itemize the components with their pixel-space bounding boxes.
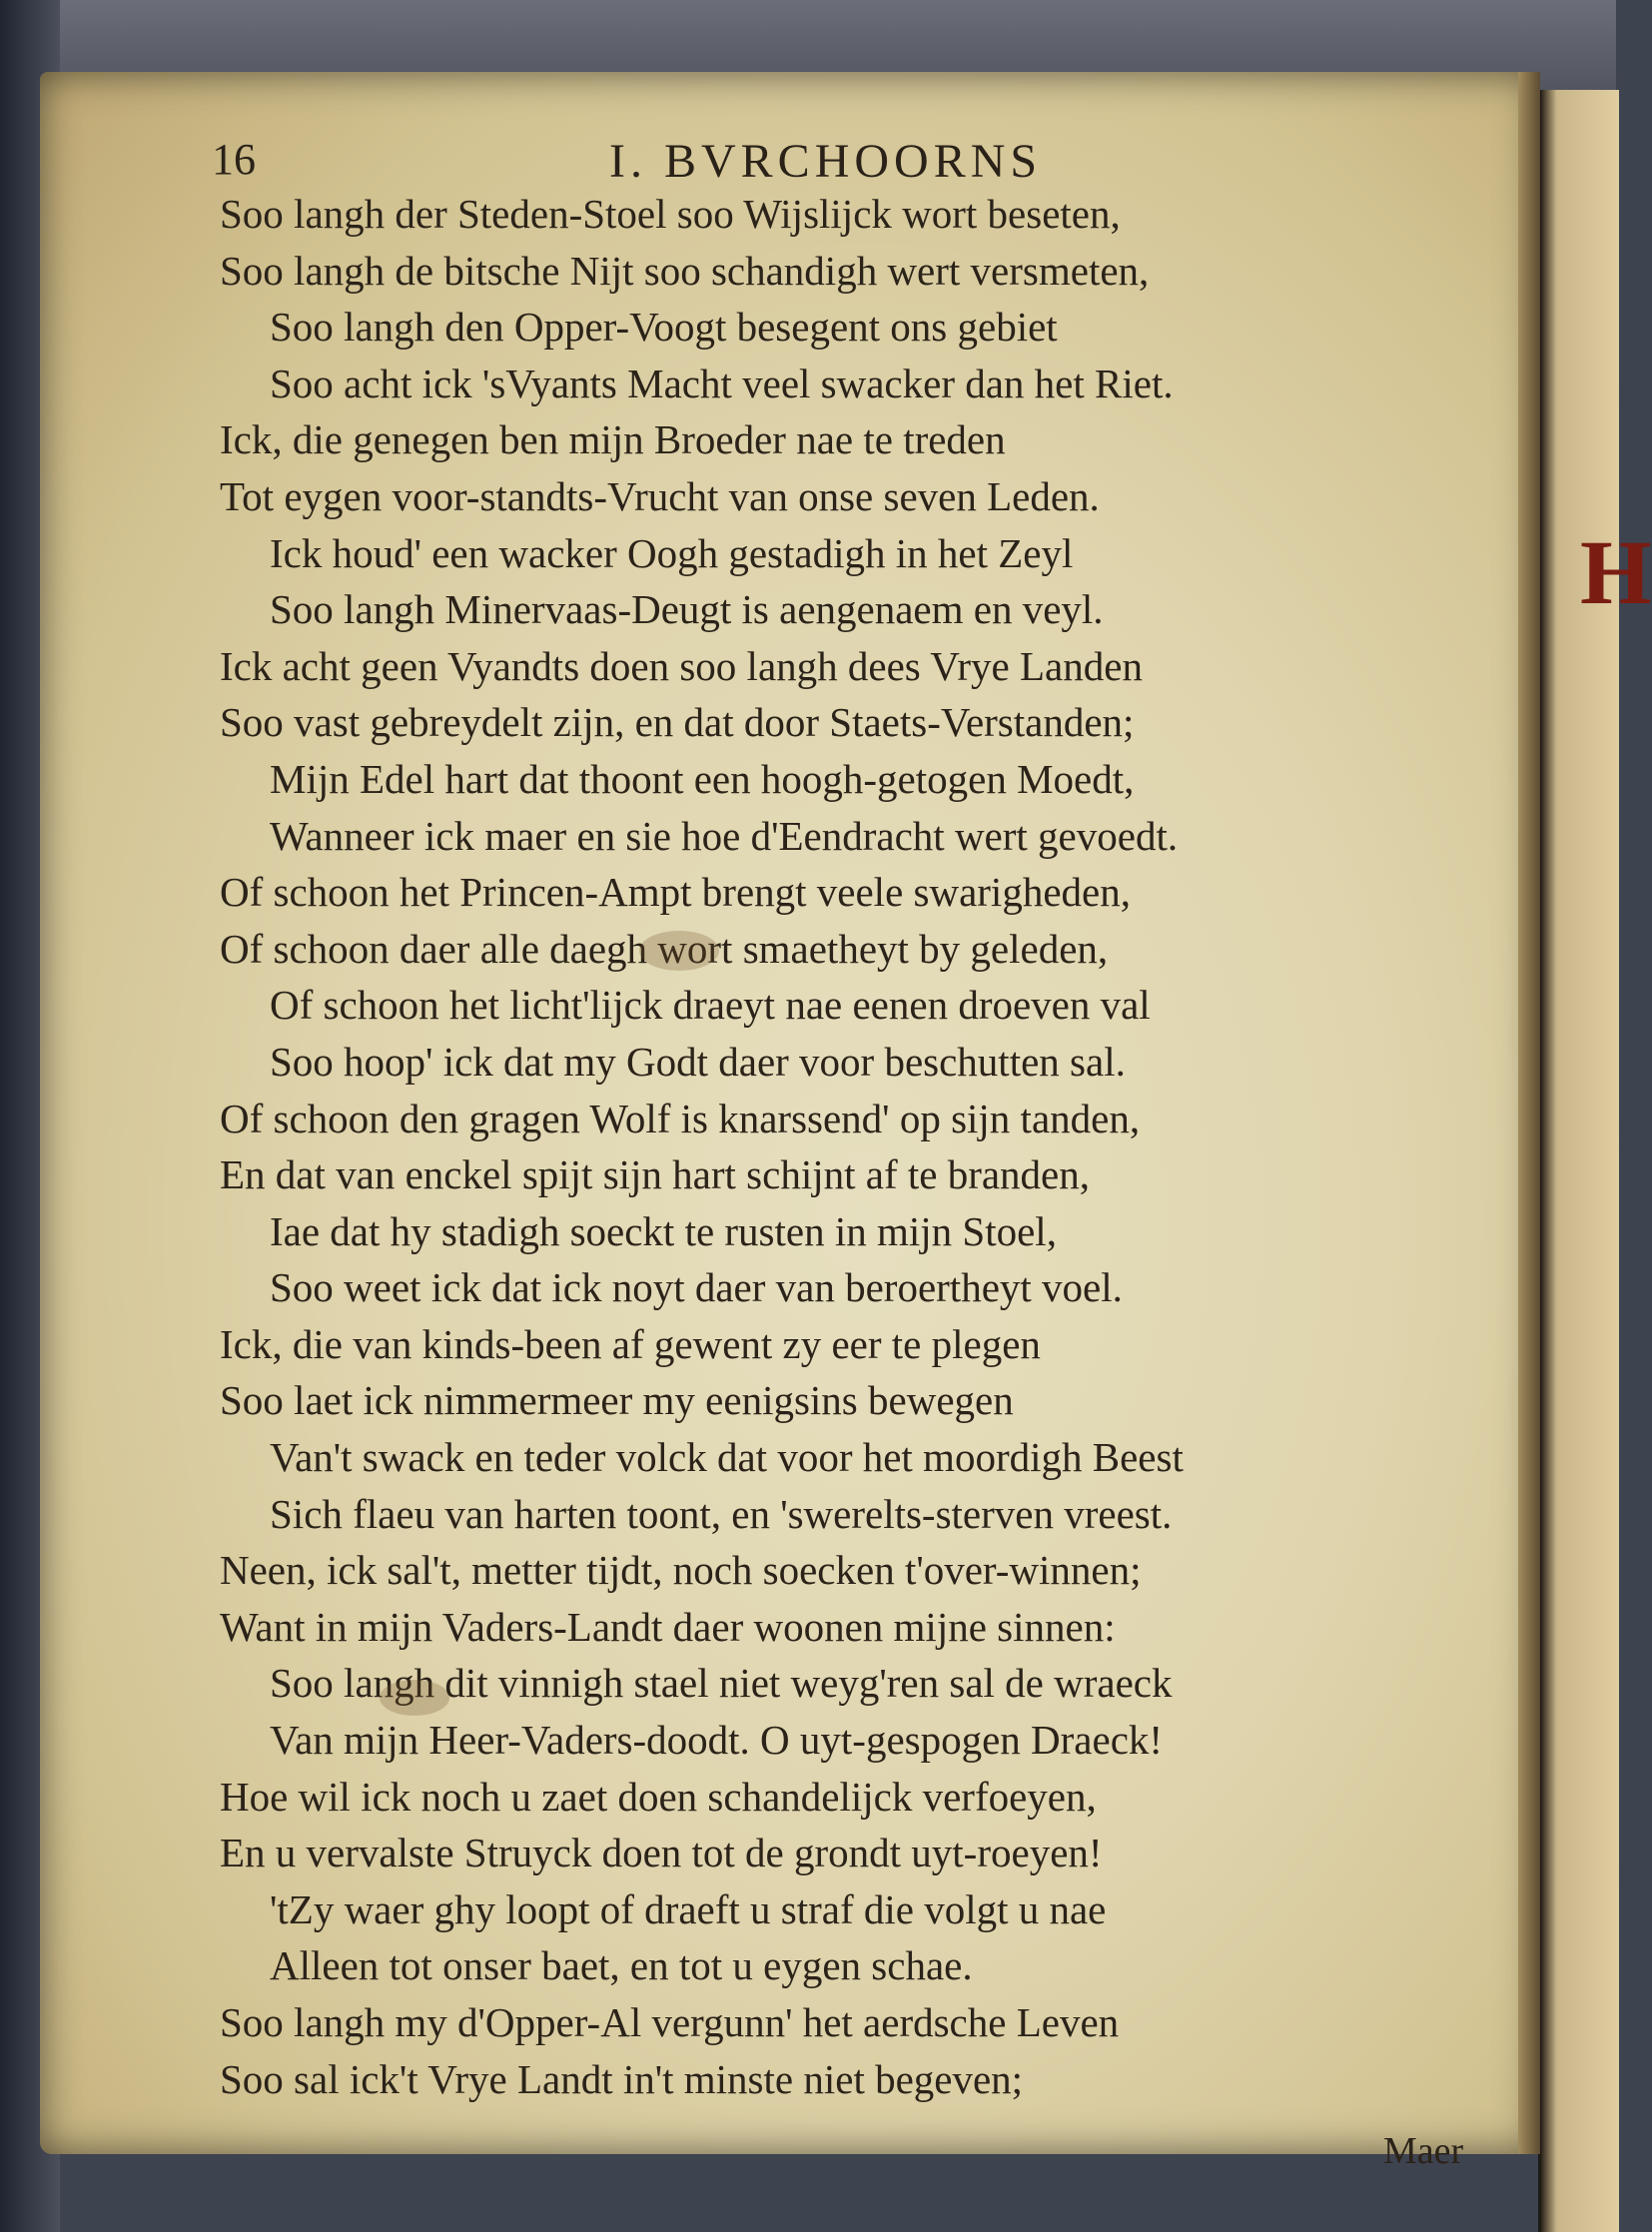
poem-line: Of schoon het Princen-Ampt brengt veele swarigheden, bbox=[220, 869, 1131, 916]
page-number: 16 bbox=[212, 135, 256, 184]
poem-line: Soo langh dit vinnigh stael niet weyg'ren sal de wraeck bbox=[270, 1660, 1173, 1707]
poem-line: Neen, ick sal't, metter tijdt, noch soecken t'over-winnen; bbox=[220, 1547, 1142, 1594]
poem-line: En u vervalste Struyck doen tot de grondt uyt-roeyen! bbox=[220, 1830, 1103, 1876]
book-page bbox=[40, 72, 1538, 2172]
poem-line: Soo sal ick't Vrye Landt in't minste niet begeven; bbox=[220, 2055, 1024, 2102]
poem-line: Van mijn Heer-Vaders-doodt. O uyt-gespogen Draeck! bbox=[270, 1717, 1164, 1764]
poem-line: Mijn Edel hart dat thoont een hoogh-getogen Moedt, bbox=[270, 755, 1135, 802]
poem-line: Of schoon het licht'lijck draeyt nae eenen droeven val bbox=[270, 982, 1151, 1029]
poem-line: Iae dat hy stadigh soeckt te rusten in mijn Stoel, bbox=[270, 1207, 1057, 1254]
page-stain bbox=[639, 931, 719, 971]
poem-line: Of schoon daer alle daegh wort smaetheyt by geleden, bbox=[220, 925, 1109, 972]
poem-line: Soo langh Minervaas-Deugt is aengenaem en veyl. bbox=[270, 586, 1104, 633]
poem-line: Soo langh de bitsche Nijt soo schandigh wert versmeten, bbox=[220, 247, 1150, 294]
poem-line: Of schoon den gragen Wolf is knarssend' op sijn tanden, bbox=[220, 1095, 1141, 1141]
poem-line: Tot eygen voor-standts-Vrucht van onse seven Leden. bbox=[220, 472, 1100, 519]
poem-line: Sich flaeu van harten toont, en 'swerelts-sterven vreest. bbox=[270, 1490, 1173, 1537]
poem-line: Ick acht geen Vyandts doen soo langh dees Vrye Landen bbox=[220, 642, 1143, 689]
poem-line: Soo hoop' ick dat my Godt daer voor beschutten sal. bbox=[270, 1038, 1126, 1085]
catchword: Maer bbox=[1383, 2130, 1464, 2172]
poem-line: Soo weet ick dat ick noyt daer van beroertheyt voel. bbox=[270, 1264, 1123, 1311]
poem-line: Soo vast gebreydelt zijn, en dat door Staets-Verstanden; bbox=[220, 699, 1135, 746]
poem-line: Soo langh der Steden-Stoel soo Wijslijck wort beseten, bbox=[220, 191, 1121, 237]
poem-line: Wanneer ick maer en sie hoe d'Eendracht wert gevoedt. bbox=[270, 812, 1179, 859]
poem-line: Ick, die van kinds-been af gewent zy eer te plegen bbox=[220, 1320, 1041, 1367]
poem-line: Alleen tot onser baet, en tot u eygen schae. bbox=[270, 1942, 973, 1989]
poem-line: Soo langh my d'Opper-Al vergunn' het aerdsche Leven bbox=[220, 1999, 1120, 2045]
poem-line: Soo laet ick nimmermeer my eenigsins bewegen bbox=[220, 1377, 1014, 1424]
poem-line: Soo acht ick 'sVyants Macht veel swacker dan het Riet. bbox=[270, 360, 1174, 406]
poem-line: Van't swack en teder volck dat voor het moordigh Beest bbox=[270, 1434, 1184, 1481]
poem-line: 'tZy waer ghy loopt of draeft u straf die volgt u nae bbox=[270, 1885, 1107, 1932]
poem-line: Ick houd' een wacker Oogh gestadigh in het Zeyl bbox=[270, 529, 1074, 576]
page-stain bbox=[380, 1680, 449, 1716]
poem-line: Ick, die genegen ben mijn Broeder nae te treden bbox=[220, 416, 1006, 463]
page-heading: I. BVRCHOORNS bbox=[609, 135, 1043, 188]
page-edge bbox=[1518, 72, 1540, 2154]
poem-line: Hoe wil ick noch u zaet doen schandelijck verfoeyen, bbox=[220, 1773, 1097, 1820]
poem-line: En dat van enckel spijt sijn hart schijnt af te branden, bbox=[220, 1151, 1090, 1198]
poem-line: Soo langh den Opper-Voogt besegent ons gebiet bbox=[270, 304, 1058, 351]
poem-line: Want in mijn Vaders-Landt daer woonen mijne sinnen: bbox=[220, 1603, 1116, 1650]
poem-text bbox=[220, 186, 1558, 2107]
facing-page-initial: H bbox=[1580, 521, 1652, 623]
